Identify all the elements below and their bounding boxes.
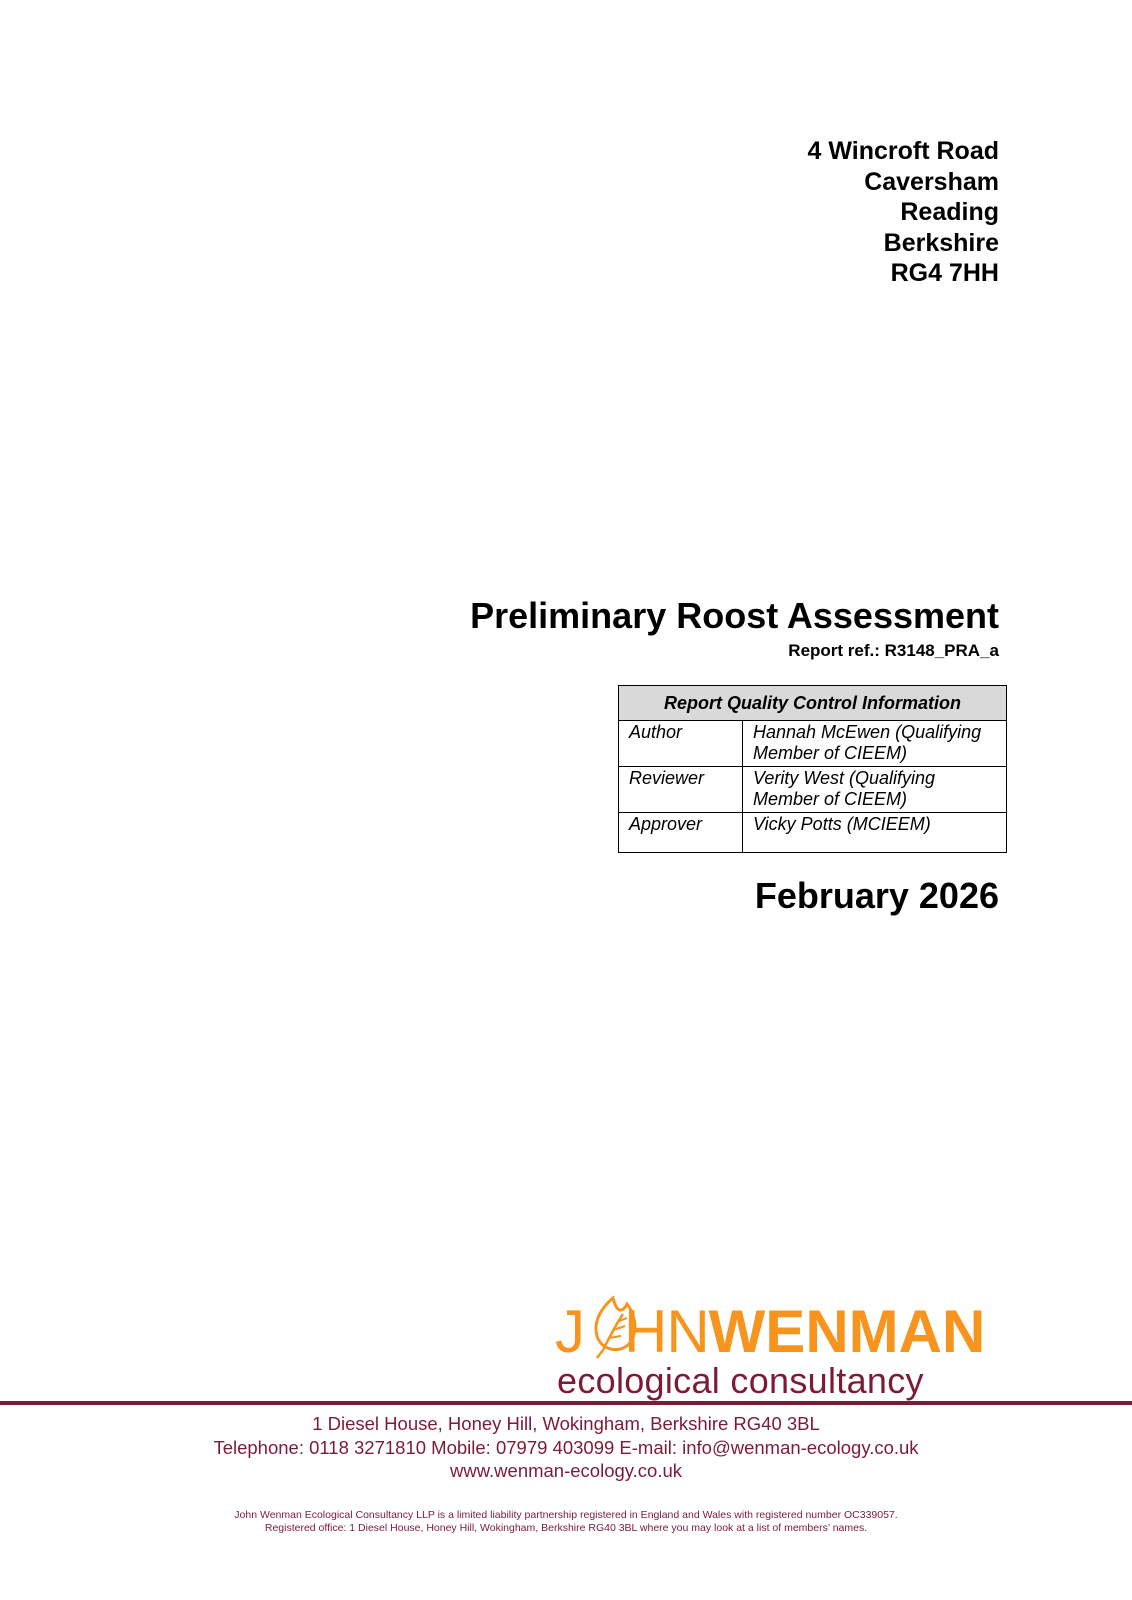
footer-legal-line1: John Wenman Ecological Consultancy LLP is a limited liability partnership registered in England and Wales with registered number OC339057.: [234, 1509, 898, 1521]
company-logo: [555, 1300, 995, 1400]
table-row: [619, 721, 1007, 767]
person-reviewer-line1: Verity West (Qualifying: [753, 768, 936, 788]
address-line-county: Berkshire: [883, 228, 999, 257]
report-date: February 2026: [754, 875, 999, 916]
person-author-line2: Member of CIEEM): [753, 743, 908, 763]
address-line-postcode: RG4 7HH: [890, 259, 999, 287]
person-reviewer-line2: Member of CIEEM): [753, 789, 908, 809]
quality-control-table: [618, 685, 1007, 853]
address-line-area: Caversham: [864, 167, 999, 196]
address-line-town: Reading: [900, 198, 999, 226]
logo-john-rest: HN: [624, 1298, 709, 1365]
logo-john-j: J: [555, 1298, 584, 1365]
role-author: Author: [619, 721, 743, 767]
quality-control-heading: Report Quality Control Information: [619, 686, 1007, 721]
person-reviewer: [743, 767, 1007, 813]
table-row: [619, 813, 1007, 853]
report-reference: Report ref.: R3148_PRA_a: [788, 641, 999, 660]
role-reviewer: Reviewer: [619, 767, 743, 813]
table-row: [619, 767, 1007, 813]
role-approver: Approver: [619, 813, 743, 853]
site-address: [808, 136, 999, 289]
footer-address: 1 Diesel House, Honey Hill, Wokingham, Berkshire RG40 3BL: [312, 1413, 820, 1434]
footer-website: www.wenman-ecology.co.uk: [449, 1460, 683, 1481]
footer-phones: Telephone: 0118 3271810 Mobile: 07979 403099 E-mail: info@wenman-ecology.co.uk: [213, 1436, 919, 1458]
logo-wenman: WENMAN: [708, 1298, 986, 1365]
footer-legal-line2: Registered office: 1 Diesel House, Honey Hill, Wokingham, Berkshire RG40 3BL where you may look at a list of members’ names.: [264, 1522, 868, 1534]
report-title: Preliminary Roost Assessment: [470, 595, 999, 636]
leaf-icon: [583, 1292, 643, 1360]
footer-legal: [0, 1509, 1132, 1535]
footer-divider: [0, 1401, 1132, 1405]
address-line-street: 4 Wincroft Road: [807, 137, 999, 165]
person-author: [743, 721, 1007, 767]
person-author-line1: Hannah McEwen (Qualifying: [753, 722, 982, 742]
logo-tagline: ecological consultancy: [557, 1360, 924, 1401]
person-approver: [743, 813, 1007, 853]
footer-contact: [0, 1412, 1132, 1483]
quality-control-header-row: [619, 686, 1007, 721]
person-approver-line1: Vicky Potts (MCIEEM): [753, 814, 931, 834]
